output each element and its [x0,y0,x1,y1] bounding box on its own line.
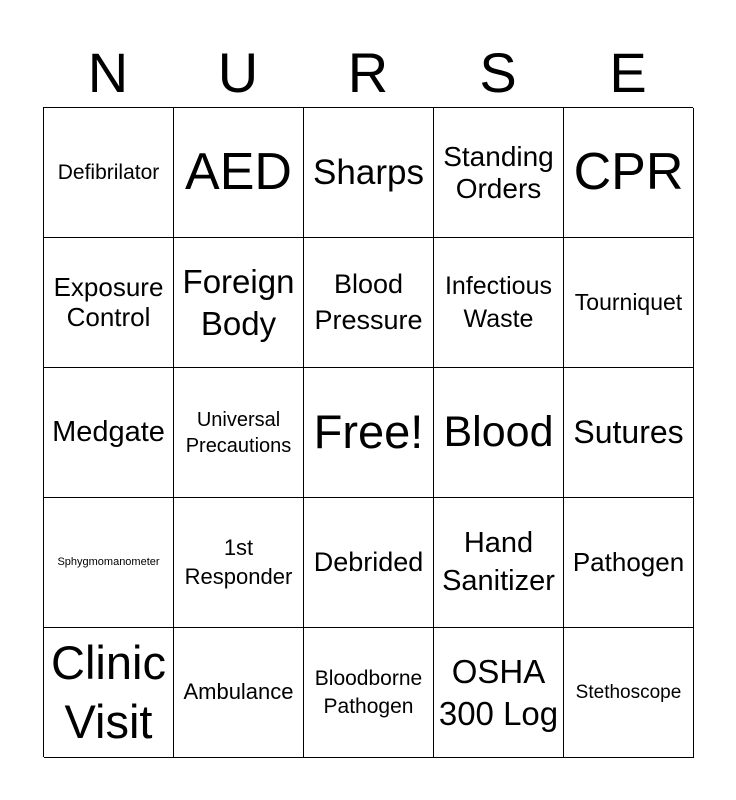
bingo-cell[interactable] [44,108,174,238]
bingo-cell[interactable] [434,368,564,498]
bingo-cell[interactable] [434,628,564,758]
cell-label: Hand Sanitizer [442,526,555,597]
bingo-cell[interactable] [564,498,694,628]
cell-label: Tourniquet [574,288,683,315]
bingo-cell free-space[interactable] [304,368,434,498]
header-letter-e: E [609,41,647,104]
bingo-header [43,40,693,106]
bingo-cell[interactable] [174,238,304,368]
cell-label: Pathogen [572,546,685,577]
header-letter-s: S [479,41,517,104]
bingo-cell[interactable] [304,238,434,368]
bingo-cell[interactable] [174,628,304,758]
cell-label: Medgate [52,416,165,449]
bingo-cell[interactable] [44,498,174,628]
bingo-cell[interactable] [434,238,564,368]
cell-label: Sharps [313,152,424,192]
bingo-board [43,107,693,757]
bingo-cell[interactable] [174,498,304,628]
cell-label: Debrided [313,547,424,578]
cell-label: Sphygmomanometer [57,556,160,569]
cell-label: 1st Responder [184,534,293,589]
cell-label: Universal Precautions [185,408,292,457]
bingo-cell[interactable] [564,628,694,758]
cell-label: CPR [573,143,684,202]
cell-label: Exposure Control [53,272,164,332]
bingo-cell[interactable] [44,628,174,758]
bingo-cell[interactable] [304,108,434,238]
header-letter-r: R [347,41,389,104]
bingo-cell[interactable] [304,498,434,628]
header-letter-n: N [87,41,129,104]
bingo-cell[interactable] [44,368,174,498]
cell-label: Blood Pressure [314,269,423,335]
cell-label: Clinic Visit [51,635,166,748]
cell-label: Sutures [573,413,684,450]
bingo-cell[interactable] [434,108,564,238]
cell-label: Stethoscope [575,681,682,703]
cell-label: Ambulance [183,679,294,705]
bingo-cell[interactable] [564,238,694,368]
cell-label: Blood [443,408,554,457]
bingo-cell[interactable] [174,368,304,498]
cell-label: Bloodborne Pathogen [314,667,423,718]
bingo-cell[interactable] [44,238,174,368]
bingo-cell[interactable] [564,108,694,238]
bingo-cell[interactable] [564,368,694,498]
cell-label: Defibrilator [57,160,160,184]
cell-label: Infectious Waste [444,272,552,333]
bingo-cell[interactable] [434,498,564,628]
cell-label: Standing Orders [443,141,554,204]
free-space-label: Free! [313,405,424,459]
cell-label: OSHA 300 Log [438,653,559,732]
bingo-cell[interactable] [174,108,304,238]
cell-label: Foreign Body [182,263,295,342]
header-letter-u: U [217,41,259,104]
bingo-cell[interactable] [304,628,434,758]
cell-label: AED [185,143,292,202]
